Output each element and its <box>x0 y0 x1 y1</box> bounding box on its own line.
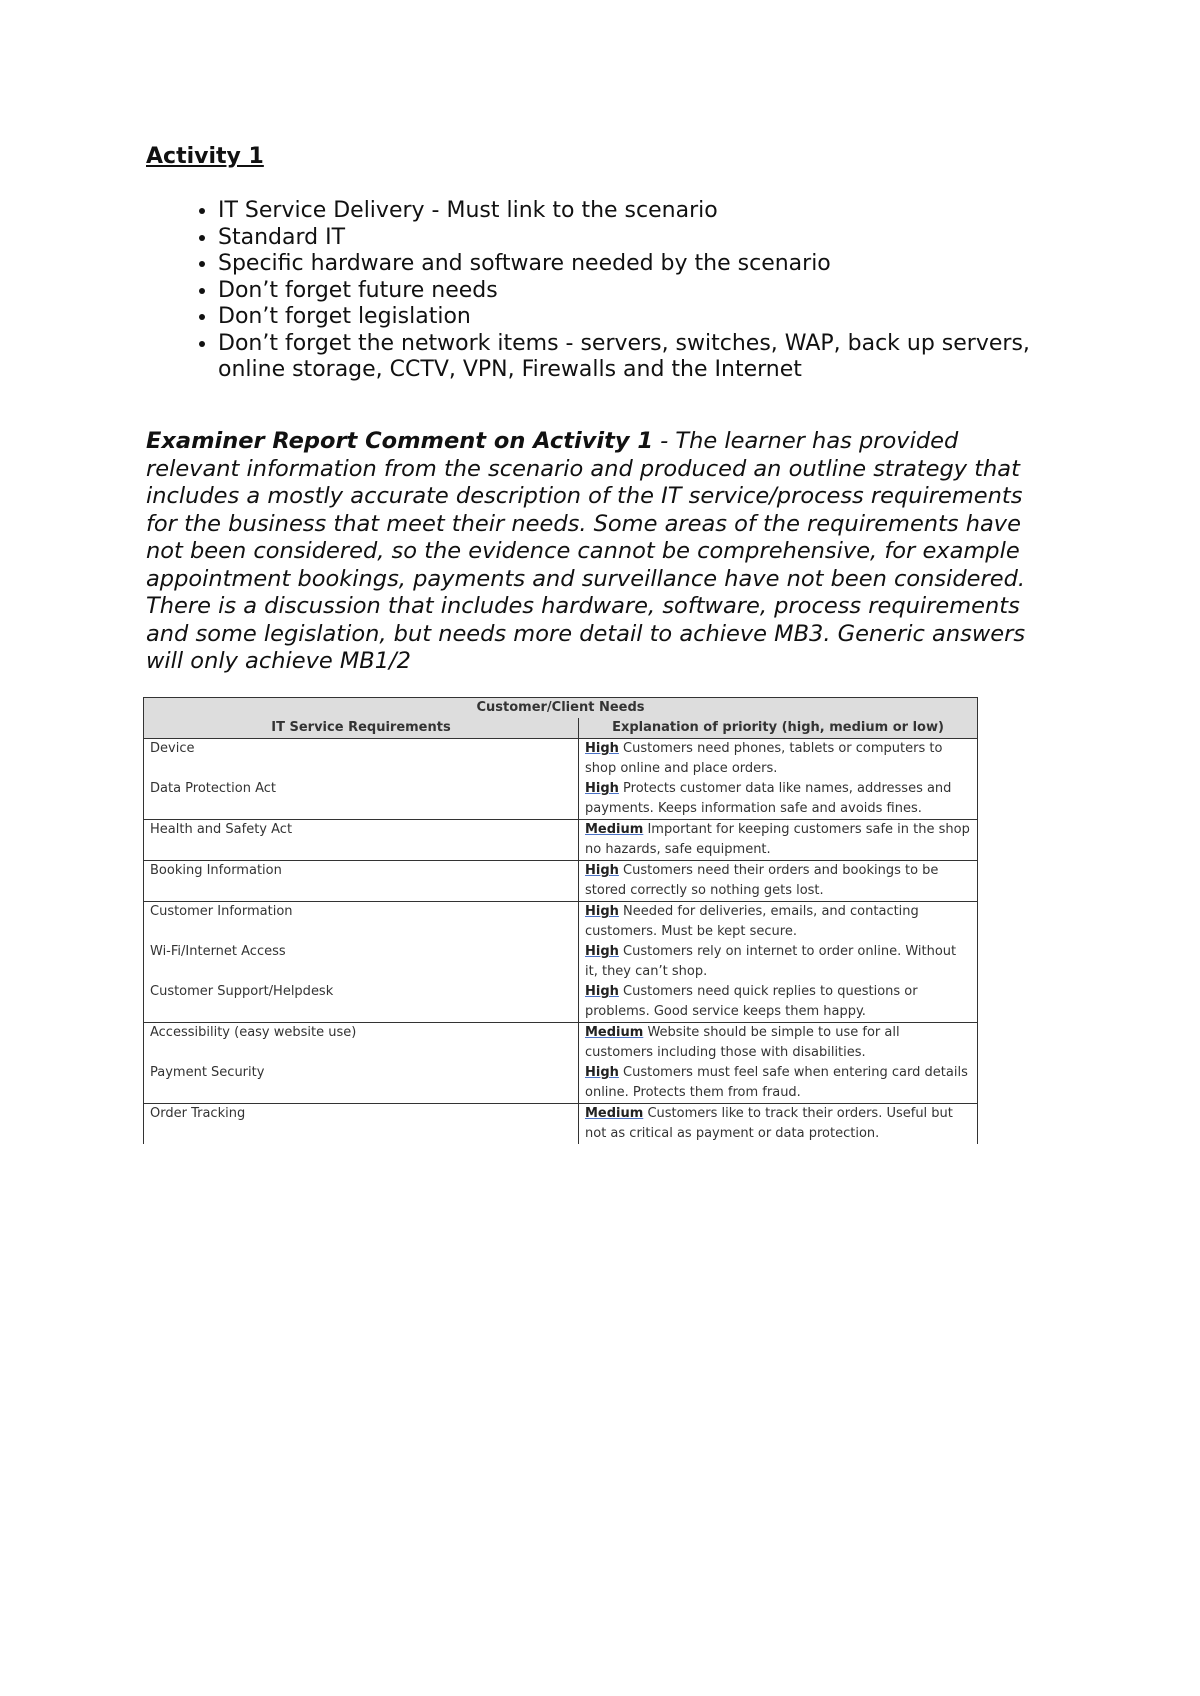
priority-explanation: Needed for deliveries, emails, and contacting customers. Must be kept secure. <box>585 904 919 939</box>
activity-heading: Activity 1 <box>146 144 264 169</box>
priority-explanation: Customers must feel safe when entering card details online. Protects them from fraud. <box>585 1065 968 1100</box>
column-header-priority: Explanation of priority (high, medium or low) <box>579 718 978 739</box>
needs-table <box>143 697 978 1144</box>
requirement-label: Payment Security <box>150 1065 265 1080</box>
priority-level: High <box>585 741 619 756</box>
priority-explanation: Customers need phones, tablets or computers to shop online and place orders. <box>585 741 943 776</box>
table-row <box>144 1023 978 1104</box>
priority-level: High <box>585 984 619 999</box>
priority-level: Medium <box>585 1025 644 1040</box>
requirement-label: Data Protection Act <box>150 781 276 796</box>
bullet-item: • Specific hardware and software needed by the scenario <box>218 251 1098 278</box>
requirement-label: Wi-Fi/Internet Access <box>150 944 286 959</box>
priority-level: Medium <box>585 1106 644 1121</box>
priority-level: High <box>585 781 619 796</box>
bullet-list <box>146 198 1098 384</box>
explanation-cell <box>579 1104 978 1145</box>
table-row <box>144 739 978 820</box>
column-header-requirements: IT Service Requirements <box>144 718 579 739</box>
requirement-label: Order Tracking <box>150 1106 246 1121</box>
priority-explanation: Customers rely on internet to order online. Without it, they can’t shop. <box>585 944 957 979</box>
examiner-comment <box>146 428 1046 676</box>
requirement-cell <box>144 820 579 861</box>
priority-level: High <box>585 1065 619 1080</box>
explanation-cell <box>579 861 978 902</box>
explanation-cell <box>579 820 978 861</box>
priority-level: High <box>585 944 619 959</box>
requirement-label: Customer Information <box>150 904 293 919</box>
table-row <box>144 820 978 861</box>
examiner-text: - The learner has provided relevant information from the scenario and produced an outline strategy that includes a mostly accurate description of the IT service/process requirements for the business that meet their needs. Some areas of the requirements have not been considered, so the evidence cannot be comprehensive, for example appointment bookings, payments and surveillance have not been considered. There is a discussion that includes hardware, software, process requirements and some legislation, but needs more detail to achieve MB3. Generic answers will only achieve MB1/2 <box>146 428 1026 674</box>
explanation-cell <box>579 1023 978 1104</box>
requirement-cell <box>144 1104 579 1145</box>
table-row <box>144 861 978 902</box>
priority-explanation: Customers like to track their orders. Useful but not as critical as payment or data protection. <box>585 1106 953 1141</box>
requirement-cell <box>144 739 579 820</box>
explanation-cell <box>579 739 978 820</box>
bullet-item: • IT Service Delivery - Must link to the scenario <box>218 198 1098 225</box>
priority-level: High <box>585 863 619 878</box>
requirement-cell <box>144 902 579 1023</box>
requirement-label: Booking Information <box>150 863 282 878</box>
priority-explanation: Customers need their orders and bookings to be stored correctly so nothing gets lost. <box>585 863 939 898</box>
priority-level: Medium <box>585 822 644 837</box>
explanation-cell <box>579 902 978 1023</box>
bullet-item: • Don’t forget the network items - servers, switches, WAP, back up servers, online storage, CCTV, VPN, Firewalls and the Internet <box>218 331 1098 384</box>
priority-explanation: Customers need quick replies to questions or problems. Good service keeps them happy. <box>585 984 918 1019</box>
bullet-item: • Don’t forget future needs <box>218 278 1098 305</box>
bullet-item: • Standard IT <box>218 225 1098 252</box>
requirement-label: Customer Support/Helpdesk <box>150 984 334 999</box>
priority-explanation: Important for keeping customers safe in the shop no hazards, safe equipment. <box>585 822 970 857</box>
table-row <box>144 1104 978 1145</box>
table-title: Customer/Client Needs <box>144 698 978 719</box>
requirement-label: Accessibility (easy website use) <box>150 1025 357 1040</box>
requirement-cell <box>144 1023 579 1104</box>
priority-explanation: Website should be simple to use for all customers including those with disabilities. <box>585 1025 900 1060</box>
requirement-label: Health and Safety Act <box>150 822 293 837</box>
requirement-cell <box>144 861 579 902</box>
requirement-label: Device <box>150 741 195 756</box>
examiner-label: Examiner Report Comment on Activity 1 <box>146 428 653 454</box>
bullet-item: • Don’t forget legislation <box>218 304 1098 331</box>
priority-explanation: Protects customer data like names, addresses and payments. Keeps information safe and avoids fines. <box>585 781 952 816</box>
table-row <box>144 902 978 1023</box>
priority-level: High <box>585 904 619 919</box>
